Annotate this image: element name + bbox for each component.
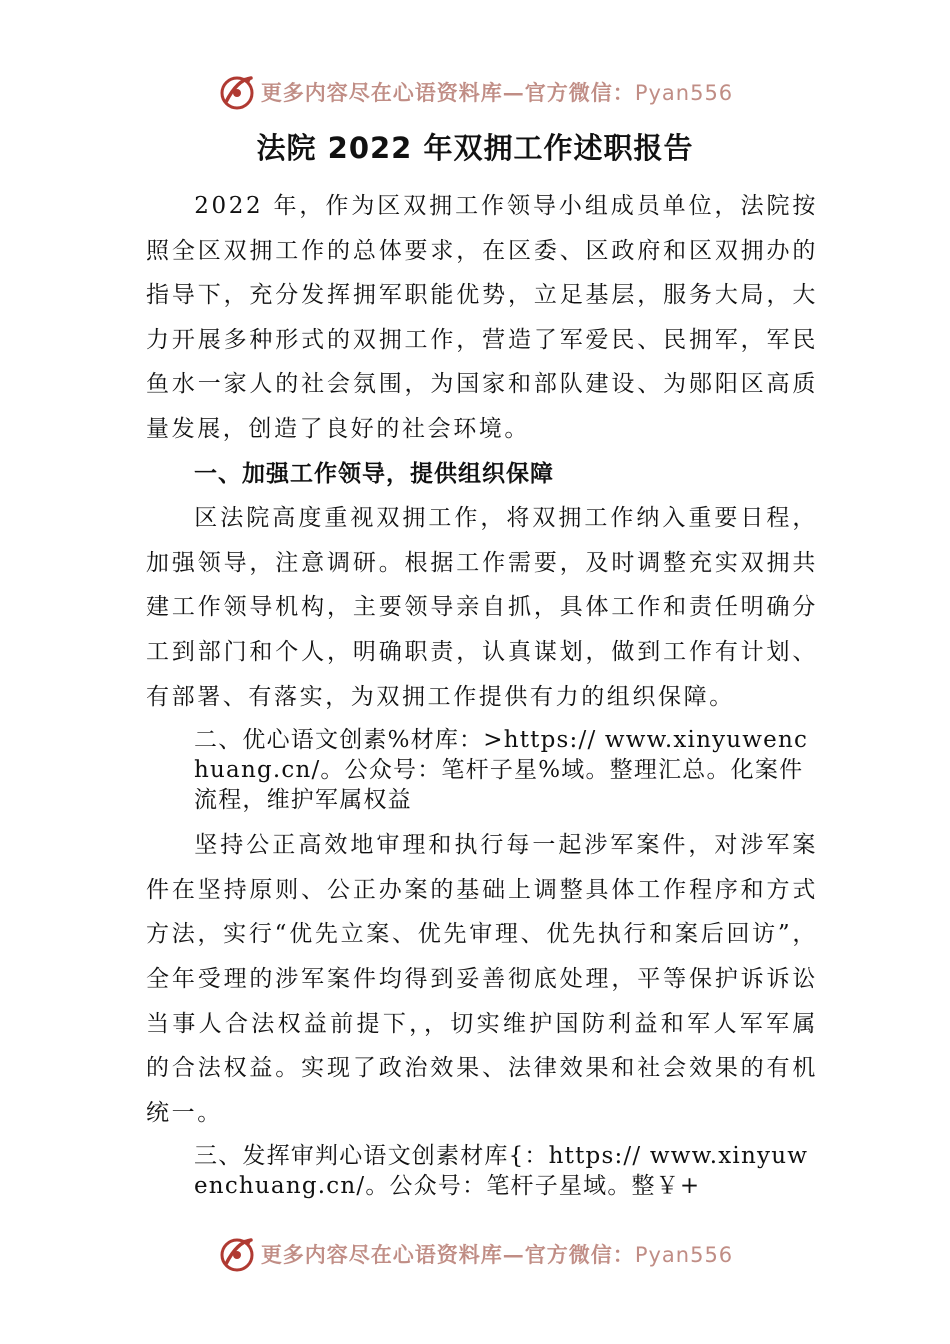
document-title: 法院 2022 年双拥工作述职报告 — [256, 131, 694, 165]
intro-paragraph: 2022 年，作为区双拥工作领导小组成员单位，法院按照全区双拥工作的总体要求，在区委、区政府和区双拥办的指导下，充分发挥拥军职能优势，立足基层，服务大局，大力开展多种形式的双拥工作，营造了军爱民、民拥军，军民鱼水一家人的社会氛围，为国家和部队建设、为郧阳区高质量发展，创造了良好的社会环境。 — [146, 193, 818, 442]
section-2-paragraph: 坚持公正高效地审理和执行每一起涉军案件，对涉军案件在坚持原则、公正办案的基础上调整具体工作程序和方式方法，实行“优先立案、优先审理、优先执行和案后回访”，全年受理的涉军案件均得到妥善彻底处理，平等保护诉诉讼当事人合法权益前提下，，切实维护国防利益和军人军军属的合法权益。实现了政治效果、法律效果和社会效果的有机统一。 — [146, 832, 818, 1126]
banner-wechat-id: Pyan556 — [634, 81, 734, 105]
banner-text: 更多内容尽在心语资料库—官方微信： — [260, 1242, 635, 1267]
section-2-heading: 二、优心语文创素%材库：>https:// www.xinyuwenchuang.cn/。公众号：笔杆子星%域。整理汇总。化案件流程，维护军属权益 — [194, 727, 809, 814]
logo-icon — [217, 1234, 257, 1274]
footer-banner — [0, 1232, 950, 1276]
header-banner — [0, 70, 950, 114]
logo-icon — [217, 72, 257, 112]
section-1-heading: 一、加强工作领导，提供组织保障 — [194, 460, 554, 487]
section-3-heading: 三、发挥审判心语文创素材库{：https:// www.xinyuwenchuang.cn/。公众号：笔杆子星域。整￥+ — [194, 1143, 809, 1200]
banner-wechat-id: Pyan556 — [634, 1243, 734, 1267]
banner-text: 更多内容尽在心语资料库—官方微信： — [260, 80, 635, 105]
section-1-paragraph: 区法院高度重视双拥工作，将双拥工作纳入重要日程， 加强领导，注意调研。根据工作需要，及时调整充实双拥共建工作领导机构，主要领导亲自抓，具体工作和责任明确分工到部门和个人，明确职责，认真谋划，做到工作有计划、有部署、有落实，为双拥工作提供有力的组织保障。 — [146, 505, 818, 710]
document-body — [146, 184, 818, 1209]
